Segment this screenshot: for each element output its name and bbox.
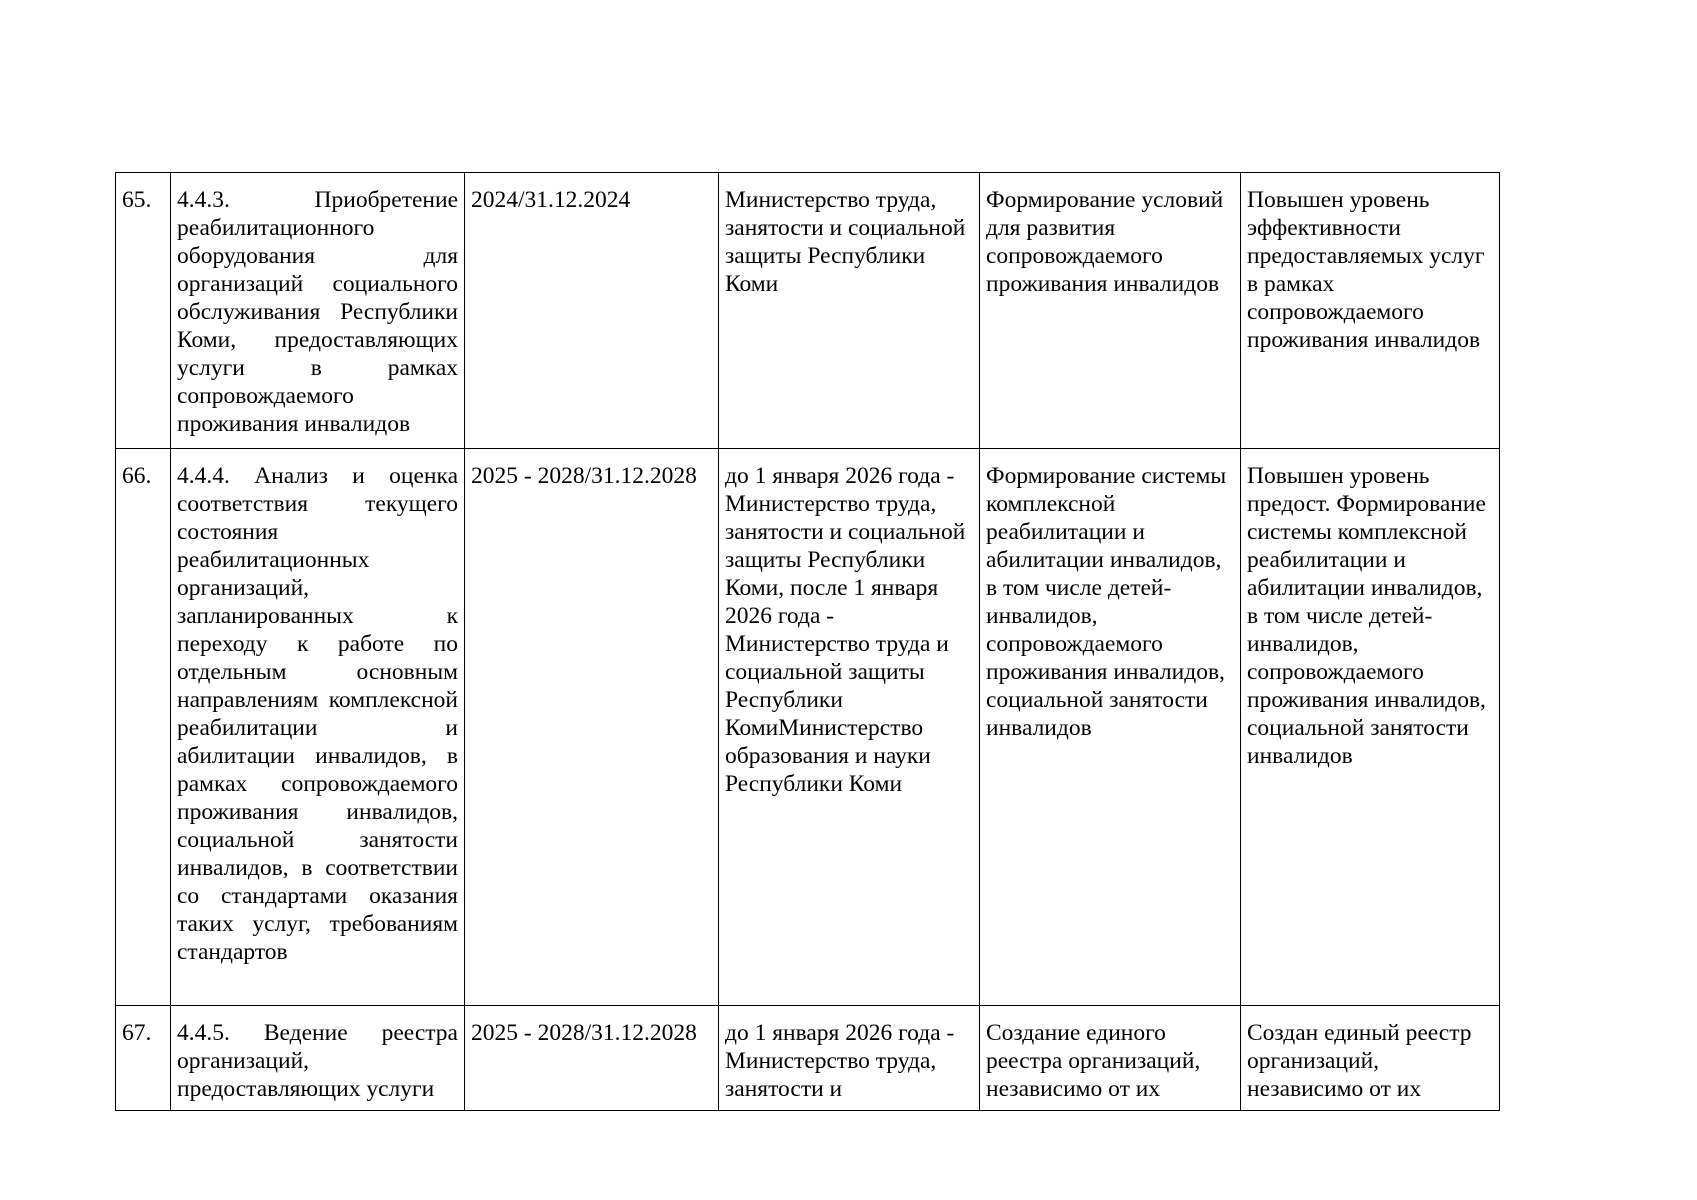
row-number-cell: 67. [116,1006,171,1111]
expected-result-cell: Создание единого реестра организаций, независимо от их [980,1006,1241,1111]
measures-table [115,172,1500,1111]
table-row [116,1006,1500,1111]
measure-name-cell: 4.4.5. Ведение реестра организаций, предоставляющих услуги [171,1006,465,1111]
indicator-cell: Создан единый реестр организаций, независимо от их [1241,1006,1500,1111]
measure-name-cell: 4.4.4. Анализ и оценка соответствия текущего состояния реабилитационных организаций, запланированных к переходу к работе по отдельным основным направлениям комплексной реабилитации и абилитации инвалидов, в рамках сопровождаемого проживания инвалидов, социальной занятости инвалидов, в соответствии со стандартами оказания таких услуг, требованиям стандартов [171,449,465,1006]
table-row [116,173,1500,449]
row-number-cell: 66. [116,449,171,1006]
indicator-cell: Повышен уровень предост. Формирование системы комплексной реабилитации и абилитации инвалидов, в том числе детей-инвалидов, сопровождаемого проживания инвалидов, социальной занятости инвалидов [1241,449,1500,1006]
row-number-cell: 65. [116,173,171,449]
executor-cell: до 1 января 2026 года - Министерство труда, занятости и [719,1006,980,1111]
term-cell: 2025 - 2028/31.12.2028 [465,1006,719,1111]
measure-name-cell: 4.4.3. Приобретение реабилитационного оборудования для организаций социального обслуживания Республики Коми, предоставляющих услуги в рамках сопровождаемого проживания инвалидов [171,173,465,449]
expected-result-cell: Формирование условий для развития сопровождаемого проживания инвалидов [980,173,1241,449]
table-row [116,449,1500,1006]
executor-cell: до 1 января 2026 года - Министерство труда, занятости и социальной защиты Республики Коми, после 1 января 2026 года - Министерство труда и социальной защиты Республики КомиМинистерство образования и науки Республики Коми [719,449,980,1006]
term-cell: 2024/31.12.2024 [465,173,719,449]
term-cell: 2025 - 2028/31.12.2028 [465,449,719,1006]
indicator-cell: Повышен уровень эффективности предоставляемых услуг в рамках сопровождаемого проживания инвалидов [1241,173,1500,449]
executor-cell: Министерство труда, занятости и социальной защиты Республики Коми [719,173,980,449]
expected-result-cell: Формирование системы комплексной реабилитации и абилитации инвалидов, в том числе детей-инвалидов, сопровождаемого проживания инвалидов, социальной занятости инвалидов [980,449,1241,1006]
